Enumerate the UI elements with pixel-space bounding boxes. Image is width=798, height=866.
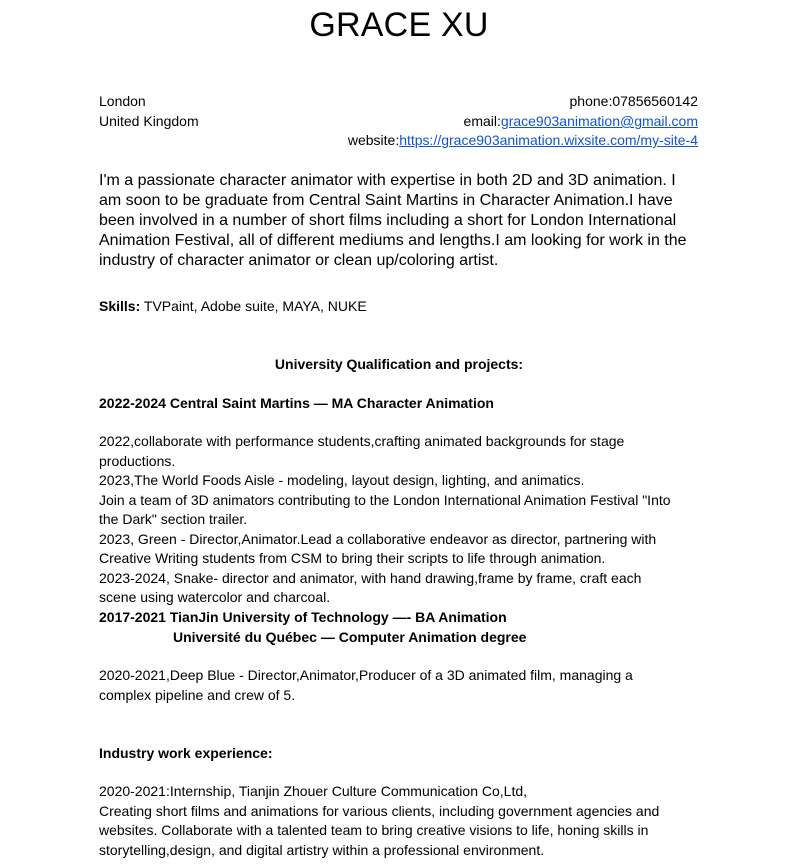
detail-line: 2023,The World Foods Aisle - modeling, layout design, lighting, and animatics. (99, 472, 585, 488)
candidate-name: GRACE XU (309, 6, 489, 44)
detail-line: websites. Collaborate with a talented team to bring creative visions to life, honing skills in (99, 822, 649, 838)
email-label: email: (463, 113, 501, 129)
detail-line: complex pipeline and crew of 5. (99, 686, 296, 703)
detail-line: 2023-2024, Snake- director and animator, with hand drawing,frame by frame, craft each (99, 569, 642, 586)
entry-details-csm (99, 432, 699, 608)
location-country: United Kingdom (99, 113, 199, 129)
detail-line: 2023, Green - Director,Animator.Lead a collaborative endeavor as director, partnering with (99, 530, 657, 547)
detail-line: Join a team of 3D animators contributing to the London International Animation Festival "Into (99, 491, 671, 508)
detail-line: 2022,collaborate with performance students,crafting animated backgrounds for stage (99, 433, 625, 449)
detail-line: 2020-2021:Internship, Tianjin Zhouer Culture Communication Co,Ltd, (99, 783, 528, 799)
summary-line: am soon to be graduate from Central Saint Martins in Character Animation.I have (99, 192, 673, 209)
website-label: website: (347, 132, 400, 148)
summary-line: Animation Festival, all of different mediums and lengths.I am looking for work in the (99, 232, 687, 249)
phone-label: phone: (569, 93, 613, 109)
detail-line: Creative Writing students from CSM to bring their scripts to life through animation. (99, 550, 606, 566)
entry-details-tianjin (99, 666, 699, 705)
email-line (464, 111, 698, 131)
phone-number: 07856560142 (612, 93, 698, 109)
skills-line (99, 296, 367, 316)
skills-label: Skills: (99, 298, 141, 314)
entry-title-tianjin: 2017-2021 TianJin University of Technology —- BA Animation (99, 609, 507, 625)
summary-line: I'm a passionate character animator with expertise in both 2D and 3D animation. I (99, 172, 676, 189)
detail-line: 2020-2021,Deep Blue - Director,Animator,Producer of a 3D animated film, managing a (99, 667, 633, 683)
detail-line: productions. (99, 452, 176, 469)
industry-details (99, 782, 699, 860)
website-line (348, 130, 698, 150)
email-link[interactable]: grace903animation@gmail.com (500, 113, 698, 129)
university-heading: University Qualification and projects: (274, 356, 524, 372)
detail-line: storytelling,design, and digital artistry within a professional environment. (99, 841, 545, 858)
website-link[interactable]: https://grace903animation.wixsite.com/my-site-4 (399, 132, 698, 148)
summary-line: been involved in a number of short films including a short for London International (99, 212, 677, 229)
industry-heading: Industry work experience: (99, 745, 273, 761)
phone-line (570, 91, 698, 111)
location-city: London (99, 93, 146, 109)
summary-line: industry of character animator or clean up/coloring artist. (99, 252, 499, 269)
summary-paragraph (99, 171, 699, 271)
entry-title-csm: 2022-2024 Central Saint Martins — MA Character Animation (99, 395, 494, 411)
detail-line: Creating short films and animations for various clients, including government agencies and (99, 802, 660, 819)
detail-line: the Dark" section trailer. (99, 511, 248, 527)
detail-line: scene using watercolor and charcoal. (99, 589, 331, 605)
skills-value: TVPaint, Adobe suite, MAYA, NUKE (140, 298, 367, 314)
entry-subtitle-quebec: Université du Québec — Computer Animation degree (173, 629, 527, 645)
